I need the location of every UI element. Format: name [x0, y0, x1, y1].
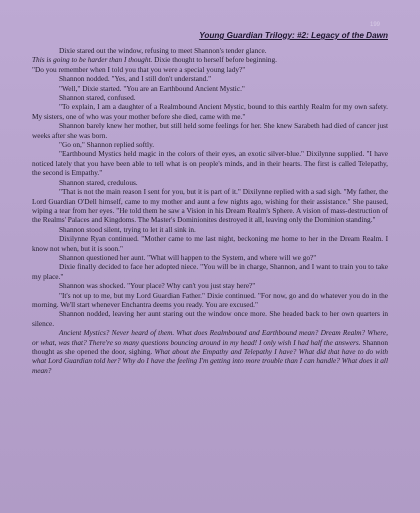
paragraph: "It's not up to me, but my Lord Guardian Father." Dixie continued. "For now, go and do whatever you do in the morning. We'll start whenever Enchantra deems you ready. You are excused." — [32, 290, 388, 309]
paragraph — [32, 55, 388, 64]
paragraph: "Do you remember when I told you that you were a special young lady?" — [32, 64, 246, 74]
paragraph: Shannon was shocked. "Your place? Why can't you just stay here?" — [59, 281, 256, 291]
paragraph: Shannon barely knew her mother, but still held some feelings for her. She knew Sarabeth had died of cancer just weeks after she was born. — [32, 121, 388, 140]
paragraph: "Well," Dixie started. "You are an Earthbound Ancient Mystic." — [59, 83, 245, 93]
paragraph: Shannon nodded, leaving her aunt staring out the window once more. She headed back to her own quarters in silence. — [32, 309, 388, 328]
page-number: 199 — [369, 22, 380, 28]
paragraph — [32, 328, 388, 375]
paragraph: "That is not the main reason I sent for you, but it is part of it." Dixilynne replied with a sad sigh. "My father, the Lord Guardian O'Dell himself, came to my mother and aunt a few nights ago, wishing for their assistance." She paused, wiping a tear from her eyes. "He told them he saw a Vision in his Dream Realm's Sphere. A vision of mass-destruction of the Realms' Palaces and Kingdoms. The Master's Dominionites destroyed it all, leaving only the Dominion standing." — [32, 187, 388, 225]
italic-thought: This is going to be harder than I thought. — [32, 55, 153, 65]
italic-thought: Ancient Mystics? Never heard of them. What does Realmbound and Earthbound mean? Dream Realm? Where, or what, was that? There're so many questions bouncing around in my head! I only wish I had half the answers. — [32, 328, 388, 347]
paragraph: Dixie finally decided to face her adopted niece. "You will be in charge, Shannon, and I want to train you to take my place." — [32, 262, 388, 281]
paragraph: Dixilynne Ryan continued. "Mother came to me last night, beckoning me home to her in the Dream Realm. I know not when, but it is soon." — [32, 234, 388, 253]
running-header: Young Guardian Trilogy: #2: Legacy of the Dawn — [199, 31, 388, 40]
body-text — [32, 46, 388, 375]
paragraph: "To explain, I am a daughter of a Realmbound Ancient Mystic, bound to this earthly Realm for my own safety. My sisters, one of who was your mother before she died, came with me." — [32, 102, 388, 121]
paragraph: Shannon stared, credulous. — [59, 177, 138, 187]
paragraph-rest: Dixie thought to herself before beginning. — [152, 55, 277, 65]
italic-thought-tail: What about the Empathy and Telepathy I have? What did that have to do with what Lord Guardian told her? Why do I have the feeling I'm getting into more trouble than I can handle? What does it all mean? — [32, 347, 388, 375]
paragraph: "Earthbound Mystics held magic in the colors of their eyes, an exotic silver-blue." Dixilynne supplied. "I have noticed lately that you have been able to tell what is on people's minds, and in their hearts. The first is called Telepathy, the second is Empathy." — [32, 149, 388, 178]
paragraph: Shannon questioned her aunt. "What will happen to the System, and where will we go?" — [59, 252, 317, 262]
paragraph: Dixie stared out the window, refusing to meet Shannon's tender glance. — [59, 46, 267, 55]
paragraph-rest: Shannon thought as she opened the door, sighing. — [32, 337, 388, 356]
paragraph: Shannon stood silent, trying to let it all sink in. — [59, 224, 196, 234]
paragraph: "Go on," Shannon replied softly. — [59, 140, 155, 150]
paragraph: Shannon nodded. "Yes, and I still don't understand." — [59, 74, 212, 84]
paragraph: Shannon stared, confused. — [59, 93, 136, 103]
